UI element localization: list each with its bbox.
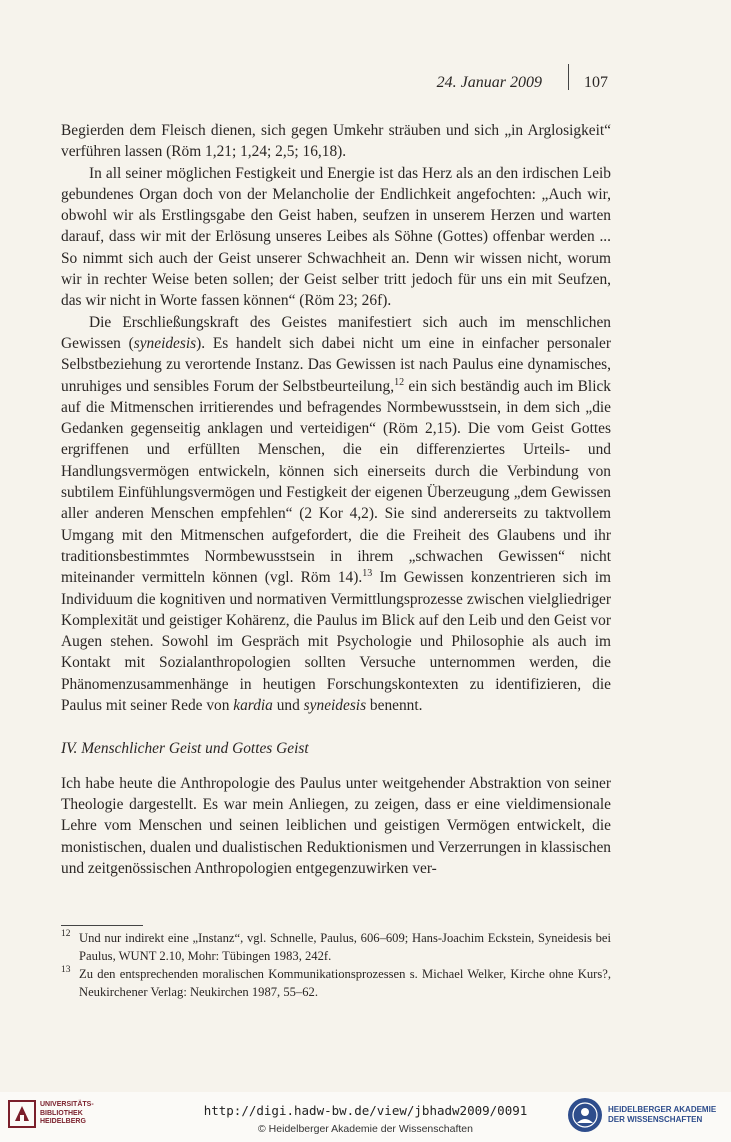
footnote-text: Zu den entsprechenden moralischen Kommunikationsprozessen s. Michael Welker, Kirche ohne Kurs?, Neukirchener Verlag: Neukirchen 1987, 55–62. xyxy=(79,967,611,999)
academy-name-line: DER WISSENSCHAFTEN xyxy=(608,1115,703,1124)
footnote-12 xyxy=(61,930,611,965)
footnote-ref-13[interactable]: 13 xyxy=(362,568,373,580)
digitization-footer xyxy=(0,1092,731,1142)
term-kardia: kardia xyxy=(233,697,273,715)
academy-logo[interactable] xyxy=(566,1096,726,1136)
footnote-ref-12[interactable]: 12 xyxy=(394,376,405,388)
footnote-number: 13 xyxy=(61,965,71,975)
paragraph-2: In all seiner möglichen Festigkeit und Energie ist das Herz als an den irdischen Leib gebundenes Organ doch von der Melancholie der Endlichkeit angefochten: „Auch wir, obwohl wir als Erstlingsgabe den Geist haben, seufzen in unserem Herzen und warten darauf, dass wir mit der Erlösung unseres Leibes als Söhne (Gottes) offenbar werden ... So nimmt sich auch der Geist unserer Schwachheit an. Denn wir wissen nicht, worum wir in rechter Weise beten sollen; der Geist selber tritt jedoch für uns ein mit Seufzen, das wir nicht in Worte fassen können“ (Röm 23; 26f). xyxy=(61,164,611,310)
paragraph-4: Ich habe heute die Anthropologie des Paulus unter weitgehender Abstraktion von seiner Theologie dargestellt. Es war mein Anliegen, zu zeigen, dass er eine vieldimensionale Lehre vom Menschen und seinen leiblichen und geistigen Vermögen entwickelt, die monistischen, dualen und dualistischen Reduktionismen und Verzerrungen in klassischen und zeitgenössischen Anthropologien entgegenzuwirken ver- xyxy=(61,774,611,877)
page-number: 107 xyxy=(584,74,608,91)
header-divider xyxy=(568,64,569,90)
library-name-line: HEIDELBERG xyxy=(40,1118,86,1125)
library-name-line: UNIVERSITÄTS- xyxy=(40,1101,94,1108)
paragraph-3-part-b: ). Es handelt sich dabei nicht um eine in einfacher personaler Selbstbeziehung zu verortende Instanz. Das Gewissen ist nach Paulus eine dynamisches, unruhiges und sensibles Forum der Selbstbeurteilung, xyxy=(61,334,611,395)
paragraph-1: Begierden dem Fleisch dienen, sich gegen Umkehr sträuben und sich „in Arglosigkeit“ verführen lassen (Röm 1,21; 1,24; 2,5; 16,18). xyxy=(61,122,611,161)
paragraph-3-part-c: ein sich beständig auch im Blick auf die Mitmenschen irritierendes und befragendes Normbewusstsein, in dem sich „die Gedanken gegenseitig anklagen und verteidigen“ (Röm 2,15). Die vom Geist Gottes ergriffenen und erfüllten Menschen, die ein differenziertes Urteils- und Handlungsvermögen entwickeln, können sich einerseits durch die Verbindung von subtilem Einfühlungsvermögen und Festigkeit der eigenen Überzeugung „dem Gewissen aller anderen Menschen empfehlen“ (2 Kor 4,2). Sie sind andererseits zu taktvollem Umgang mit den Mitmenschen aufgefordert, die die Freiheit des Glaubens und ihr traditionsbestimmtes Normbewusstsein in ihrem „schwachen Gewissen“ nicht miteinander vermitteln können (vgl. Röm 14). xyxy=(61,377,611,587)
term-syneidesis: syneidesis xyxy=(133,334,197,352)
header-date: 24. Januar 2009 xyxy=(436,74,542,91)
term-syneidesis-2: syneidesis xyxy=(303,697,367,715)
paragraph-3-part-e: und xyxy=(272,697,304,715)
paragraph-3-part-a: Die Erschließungskraft des Geistes manifestiert sich auch im menschlichen Gewissen ( xyxy=(61,313,611,352)
library-name-line: BIBLIOTHEK xyxy=(40,1109,83,1117)
paragraph-3 xyxy=(61,312,611,717)
permalink-url[interactable]: http://digi.hadw-bw.de/view/jbhadw2009/0091 xyxy=(203,1103,528,1118)
footnote-number: 12 xyxy=(61,929,71,939)
paragraph-3-part-d: Im Gewissen konzentrieren sich im Individuum die kognitiven und normativen Vermittlungsprozesse zwischen vielgliedriger Komplexität und geistiger Kohärenz, die Paulus im Blick auf den Leib und den Geist vor Augen stehen. Sowohl im Gespräch mit Psychologie und Philosophie als auch im Kontakt mit Sozialanthropologien sollten Versuche unternommen werden, die Phänomenzusammenhänge in heutigen Forschungskontexten zu identifizieren, die Paulus mit seiner Rede von xyxy=(61,569,611,715)
footnote-13 xyxy=(61,966,611,1001)
footnote-divider xyxy=(61,925,143,926)
running-header xyxy=(420,74,610,98)
footnote-text: Und nur indirekt eine „Instanz“, vgl. Schnelle, Paulus, 606–609; Hans-Joachim Eckstein, Syneidesis bei Paulus, WUNT 2.10, Mohr: Tübingen 1983, 242f. xyxy=(79,931,611,963)
copyright-notice: © Heidelberger Akademie der Wissenschaften xyxy=(258,1123,473,1135)
academy-seal-icon xyxy=(566,1096,604,1134)
main-text xyxy=(61,120,611,879)
academy-name-line: HEIDELBERGER AKADEMIE xyxy=(608,1105,717,1114)
footnotes xyxy=(61,930,611,1002)
academy-name xyxy=(608,1105,716,1125)
paragraph-3-part-f: benennt. xyxy=(366,697,423,715)
section-heading: IV. Menschlicher Geist und Gottes Geist xyxy=(61,740,309,758)
